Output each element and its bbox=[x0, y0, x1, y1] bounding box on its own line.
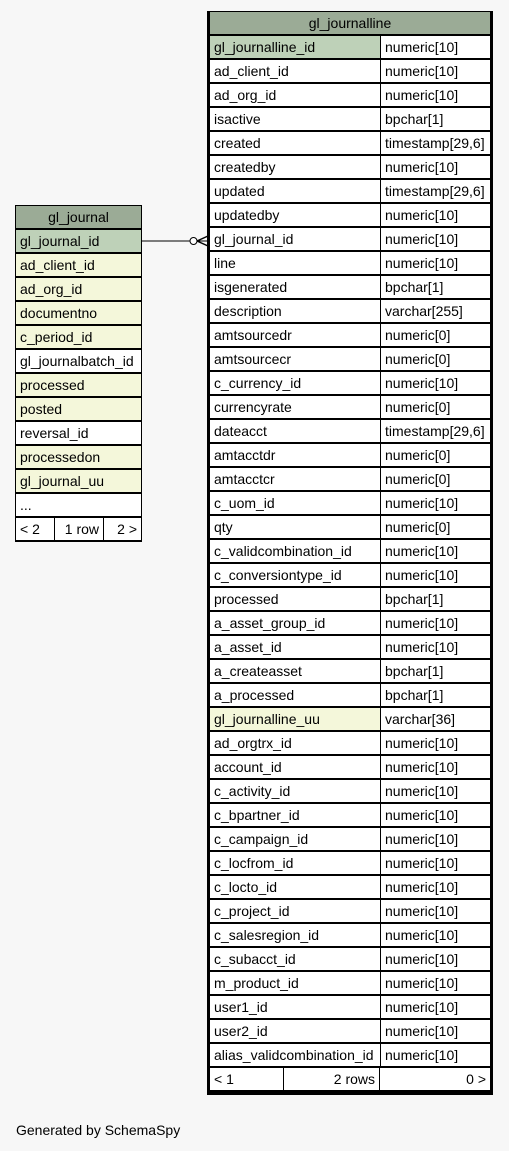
gl-journal-column-row[interactable] bbox=[15, 493, 142, 517]
gl-journalline-column-row[interactable] bbox=[207, 203, 493, 227]
column-type: numeric[10] bbox=[381, 204, 490, 226]
column-type: numeric[10] bbox=[381, 60, 490, 82]
column-name: c_activity_id bbox=[210, 780, 380, 802]
gl-journalline-column-row[interactable] bbox=[207, 395, 493, 419]
column-type: numeric[10] bbox=[381, 852, 490, 874]
column-type: numeric[0] bbox=[381, 396, 490, 418]
column-type: numeric[0] bbox=[381, 348, 490, 370]
gl-journal-column-row[interactable] bbox=[15, 325, 142, 349]
column-type: varchar[255] bbox=[381, 300, 490, 322]
gl-journalline-column-row[interactable] bbox=[207, 131, 493, 155]
gl-journalline-column-row[interactable] bbox=[207, 227, 493, 251]
column-type: numeric[10] bbox=[381, 756, 490, 778]
column-type: numeric[10] bbox=[381, 612, 490, 634]
gl-journal-column-row[interactable] bbox=[15, 349, 142, 373]
column-name: gl_journalline_id bbox=[210, 36, 380, 58]
gl-journalline-column-row[interactable] bbox=[207, 467, 493, 491]
column-type: numeric[10] bbox=[381, 540, 490, 562]
gl-journalline-column-row[interactable] bbox=[207, 587, 493, 611]
gl-journalline-column-row[interactable] bbox=[207, 923, 493, 947]
gl-journalline-column-row[interactable] bbox=[207, 803, 493, 827]
column-name: ad_orgtrx_id bbox=[210, 732, 380, 754]
gl-journal-column-row[interactable] bbox=[15, 469, 142, 493]
gl-journal-footer bbox=[15, 517, 142, 541]
column-name: qty bbox=[210, 516, 380, 538]
column-name: amtacctcr bbox=[210, 468, 380, 490]
column-name: createdby bbox=[210, 156, 380, 178]
gl-journalline-column-row[interactable] bbox=[207, 323, 493, 347]
gl-journalline-column-row[interactable] bbox=[207, 659, 493, 683]
column-type: numeric[10] bbox=[381, 780, 490, 802]
gl-journalline-column-row[interactable] bbox=[207, 155, 493, 179]
gl-journalline-column-row[interactable] bbox=[207, 107, 493, 131]
gl-journalline-row-count: 2 rows bbox=[284, 1068, 379, 1090]
column-name: c_salesregion_id bbox=[210, 924, 380, 946]
column-name: user2_id bbox=[210, 1020, 380, 1042]
column-type: numeric[0] bbox=[381, 444, 490, 466]
gl-journalline-column-row[interactable] bbox=[207, 1019, 493, 1043]
gl-journalline-column-row[interactable] bbox=[207, 419, 493, 443]
column-name: dateacct bbox=[210, 420, 380, 442]
column-type: numeric[10] bbox=[381, 804, 490, 826]
column-type: numeric[10] bbox=[381, 828, 490, 850]
gl-journalline-column-row[interactable] bbox=[207, 563, 493, 587]
column-name: updated bbox=[210, 180, 380, 202]
column-name: user1_id bbox=[210, 996, 380, 1018]
column-type: numeric[10] bbox=[381, 972, 490, 994]
column-type: timestamp[29,6] bbox=[381, 420, 490, 442]
gl-journal-column-row[interactable] bbox=[15, 229, 142, 253]
gl-journalline-column-row[interactable] bbox=[207, 35, 493, 59]
column-type: numeric[0] bbox=[381, 324, 490, 346]
gl-journal-prev-link[interactable]: < 2 bbox=[16, 518, 54, 540]
gl-journalline-column-row[interactable] bbox=[207, 851, 493, 875]
column-type: timestamp[29,6] bbox=[381, 132, 490, 154]
column-name: gl_journal_id bbox=[210, 228, 380, 250]
column-type: numeric[10] bbox=[381, 732, 490, 754]
column-name: ... bbox=[16, 494, 141, 516]
gl-journalline-footer bbox=[207, 1067, 493, 1091]
gl-journalline-column-row[interactable] bbox=[207, 515, 493, 539]
column-name: gl_journalbatch_id bbox=[16, 350, 141, 372]
column-name: reversal_id bbox=[16, 422, 141, 444]
column-name: created bbox=[210, 132, 380, 154]
column-name: posted bbox=[16, 398, 141, 420]
column-type: bpchar[1] bbox=[381, 660, 490, 682]
gl-journalline-column-row[interactable] bbox=[207, 443, 493, 467]
gl-journalline-column-row[interactable] bbox=[207, 779, 493, 803]
column-name: isactive bbox=[210, 108, 380, 130]
column-type: numeric[10] bbox=[381, 492, 490, 514]
column-name: c_uom_id bbox=[210, 492, 380, 514]
zero-cardinality-marker bbox=[190, 238, 197, 245]
column-type: bpchar[1] bbox=[381, 684, 490, 706]
column-type: timestamp[29,6] bbox=[381, 180, 490, 202]
column-name: ad_client_id bbox=[16, 254, 141, 276]
gl-journalline-column-row[interactable] bbox=[207, 707, 493, 731]
column-name: c_currency_id bbox=[210, 372, 380, 394]
gl-journalline-column-row[interactable] bbox=[207, 611, 493, 635]
column-name: documentno bbox=[16, 302, 141, 324]
gl-journal-header[interactable] bbox=[15, 205, 142, 229]
column-type: numeric[10] bbox=[381, 636, 490, 658]
column-type: numeric[10] bbox=[381, 36, 490, 58]
column-type: numeric[0] bbox=[381, 468, 490, 490]
gl-journalline-column-row[interactable] bbox=[207, 275, 493, 299]
column-name: c_project_id bbox=[210, 900, 380, 922]
column-name: a_asset_group_id bbox=[210, 612, 380, 634]
gl-journal-column-row[interactable] bbox=[15, 277, 142, 301]
gl-journalline-column-row[interactable] bbox=[207, 635, 493, 659]
column-name: a_processed bbox=[210, 684, 380, 706]
gl-journalline-column-row[interactable] bbox=[207, 731, 493, 755]
gl-journal-column-row[interactable] bbox=[15, 301, 142, 325]
gl-journal-column-row[interactable] bbox=[15, 373, 142, 397]
column-type: numeric[10] bbox=[381, 228, 490, 250]
gl-journalline-next-link[interactable]: 0 > bbox=[380, 1068, 490, 1090]
gl-journalline-column-row[interactable] bbox=[207, 347, 493, 371]
gl-journalline-column-row[interactable] bbox=[207, 995, 493, 1019]
column-name: ad_org_id bbox=[16, 278, 141, 300]
generated-by-caption: Generated by SchemaSpy bbox=[16, 1122, 181, 1138]
gl-journalline-column-row[interactable] bbox=[207, 1043, 493, 1067]
column-name: a_asset_id bbox=[210, 636, 380, 658]
column-type: numeric[10] bbox=[381, 252, 490, 274]
column-type: numeric[10] bbox=[381, 84, 490, 106]
gl-journalline-column-row[interactable] bbox=[207, 179, 493, 203]
column-name: processed bbox=[16, 374, 141, 396]
column-type: numeric[10] bbox=[381, 564, 490, 586]
column-name: c_validcombination_id bbox=[210, 540, 380, 562]
gl-journal-row-count: 1 row bbox=[55, 518, 103, 540]
gl-journalline-column-row[interactable] bbox=[207, 539, 493, 563]
column-type: bpchar[1] bbox=[381, 108, 490, 130]
gl-journalline-column-row[interactable] bbox=[207, 899, 493, 923]
column-name: updatedby bbox=[210, 204, 380, 226]
column-name: c_bpartner_id bbox=[210, 804, 380, 826]
column-type: numeric[0] bbox=[381, 516, 490, 538]
column-name: processed bbox=[210, 588, 380, 610]
gl-journalline-column-row[interactable] bbox=[207, 947, 493, 971]
column-type: numeric[10] bbox=[381, 876, 490, 898]
gl-journalline-column-row[interactable] bbox=[207, 755, 493, 779]
gl-journal-column-row[interactable] bbox=[15, 445, 142, 469]
column-name: c_campaign_id bbox=[210, 828, 380, 850]
gl-journal-title: gl_journal bbox=[16, 206, 141, 228]
column-name: amtsourcecr bbox=[210, 348, 380, 370]
column-type: bpchar[1] bbox=[381, 588, 490, 610]
gl-journal-column-row[interactable] bbox=[15, 397, 142, 421]
gl-journalline-column-row[interactable] bbox=[207, 491, 493, 515]
gl-journalline-title: gl_journalline bbox=[210, 12, 490, 34]
column-name: ad_client_id bbox=[210, 60, 380, 82]
column-type: bpchar[1] bbox=[381, 276, 490, 298]
column-name: gl_journal_id bbox=[16, 230, 141, 252]
gl-journalline-column-row[interactable] bbox=[207, 83, 493, 107]
column-type: numeric[10] bbox=[381, 372, 490, 394]
column-name: c_subacct_id bbox=[210, 948, 380, 970]
column-type: varchar[36] bbox=[381, 708, 490, 730]
column-name: alias_validcombination_id bbox=[210, 1044, 380, 1066]
column-name: gl_journal_uu bbox=[16, 470, 141, 492]
gl-journalline-column-row[interactable] bbox=[207, 971, 493, 995]
column-name: account_id bbox=[210, 756, 380, 778]
gl-journalline-column-row[interactable] bbox=[207, 299, 493, 323]
gl-journalline-column-row[interactable] bbox=[207, 875, 493, 899]
column-name: description bbox=[210, 300, 380, 322]
column-name: a_createasset bbox=[210, 660, 380, 682]
column-type: numeric[10] bbox=[381, 900, 490, 922]
gl-journalline-column-row[interactable] bbox=[207, 59, 493, 83]
column-type: numeric[10] bbox=[381, 948, 490, 970]
column-name: isgenerated bbox=[210, 276, 380, 298]
column-name: c_period_id bbox=[16, 326, 141, 348]
column-type: numeric[10] bbox=[381, 1020, 490, 1042]
column-name: line bbox=[210, 252, 380, 274]
column-name: c_locto_id bbox=[210, 876, 380, 898]
gl-journalline-column-row[interactable] bbox=[207, 251, 493, 275]
column-type: numeric[10] bbox=[381, 156, 490, 178]
column-name: amtsourcedr bbox=[210, 324, 380, 346]
column-name: amtacctdr bbox=[210, 444, 380, 466]
gl-journal-column-row[interactable] bbox=[15, 421, 142, 445]
column-name: currencyrate bbox=[210, 396, 380, 418]
column-name: ad_org_id bbox=[210, 84, 380, 106]
column-name: m_product_id bbox=[210, 972, 380, 994]
column-type: numeric[10] bbox=[381, 996, 490, 1018]
gl-journalline-header[interactable] bbox=[207, 11, 493, 35]
gl-journalline-column-row[interactable] bbox=[207, 683, 493, 707]
column-name: gl_journalline_uu bbox=[210, 708, 380, 730]
gl-journalline-prev-link[interactable]: < 1 bbox=[210, 1068, 283, 1090]
column-name: c_conversiontype_id bbox=[210, 564, 380, 586]
column-name: c_locfrom_id bbox=[210, 852, 380, 874]
column-type: numeric[10] bbox=[381, 924, 490, 946]
gl-journalline-column-row[interactable] bbox=[207, 371, 493, 395]
gl-journalline-column-row[interactable] bbox=[207, 827, 493, 851]
gl-journal-column-row[interactable] bbox=[15, 253, 142, 277]
column-type: numeric[10] bbox=[381, 1044, 490, 1066]
gl-journal-table bbox=[15, 205, 142, 542]
column-name: processedon bbox=[16, 446, 141, 468]
gl-journal-next-link[interactable]: 2 > bbox=[104, 518, 141, 540]
gl-journalline-table bbox=[207, 11, 493, 1095]
